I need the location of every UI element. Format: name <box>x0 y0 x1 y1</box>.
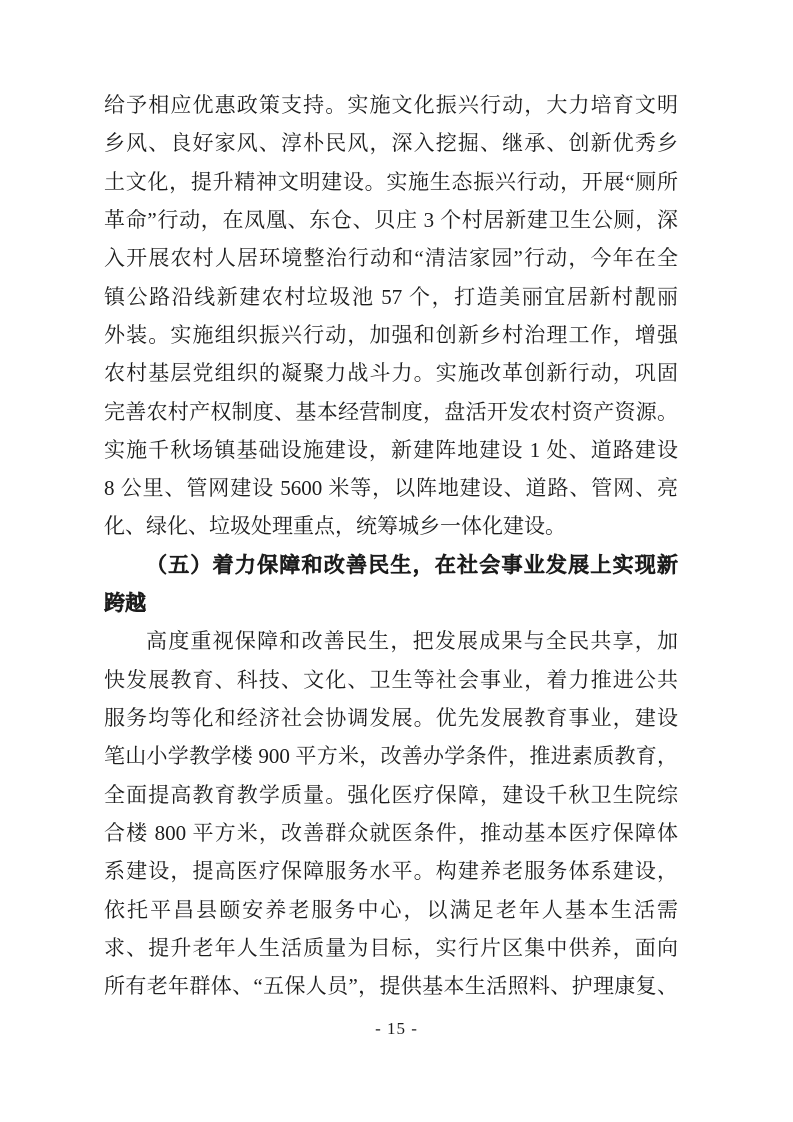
text-line: 服务均等化和经济社会协调发展。优先发展教育事业，建设 <box>104 706 678 730</box>
text-line: 完善农村产权制度、基本经营制度，盘活开发农村资产资源。 <box>104 399 678 424</box>
text-line: 高度重视保障和改善民生，把发展成果与全民共享，加 <box>146 629 678 654</box>
page-number: - 15 - <box>375 1019 418 1038</box>
text-line: 8 公里、管网建设 5600 米等，以阵地建设、道路、管网、亮 <box>104 476 678 501</box>
text-line: 土文化，提升精神文明建设。实施生态振兴行动，开展“厕所 <box>104 169 678 194</box>
text-line: 入开展农村人居环境整治行动和“清洁家园”行动，今年在全 <box>104 246 678 271</box>
text-line: 外装。实施组织振兴行动，加强和创新乡村治理工作，增强 <box>104 322 678 347</box>
text-line: 乡风、良好家风、淳朴民风，深入挖掘、继承、创新优秀乡 <box>104 131 678 156</box>
section-heading-line: （五）着力保障和改善民生，在社会事业发展上实现新 <box>146 552 678 577</box>
text-line: 合楼 800 平方米，改善群众就医条件，推动基本医疗保障体 <box>104 820 678 845</box>
page-body-text <box>104 86 678 1006</box>
text-line: 所有老年群体、“五保人员”，提供基本生活照料、护理康复、 <box>104 974 678 999</box>
text-line: 实施千秋场镇基础设施建设，新建阵地建设 1 处、道路建设 <box>104 437 678 462</box>
text-line: 全面提高教育教学质量。强化医疗保障，建设千秋卫生院综 <box>104 782 678 807</box>
text-line: 系建设，提高医疗保障服务水平。构建养老服务体系建设， <box>104 859 678 884</box>
text-line: 革命”行动，在凤凰、东仓、贝庄 3 个村居新建卫生公厕，深 <box>104 207 678 232</box>
text-line: 求、提升老年人生活质量为目标，实行片区集中供养，面向 <box>104 935 678 960</box>
text-line: 快发展教育、科技、文化、卫生等社会事业，着力推进公共 <box>104 667 678 692</box>
section-heading-line: 跨越 <box>104 591 146 616</box>
text-line: 笔山小学教学楼 900 平方米，改善办学条件，推进素质教育， <box>104 744 678 769</box>
text-line: 给予相应优惠政策支持。实施文化振兴行动，大力培育文明 <box>104 93 678 117</box>
text-line: 农村基层党组织的凝聚力战斗力。实施改革创新行动，巩固 <box>104 361 678 386</box>
text-line: 依托平昌县颐安养老服务中心，以满足老年人基本生活需 <box>104 897 678 922</box>
text-line: 化、绿化、垃圾处理重点，统筹城乡一体化建设。 <box>104 514 566 539</box>
text-line: 镇公路沿线新建农村垃圾池 57 个，打造美丽宜居新村靓丽 <box>104 284 678 309</box>
